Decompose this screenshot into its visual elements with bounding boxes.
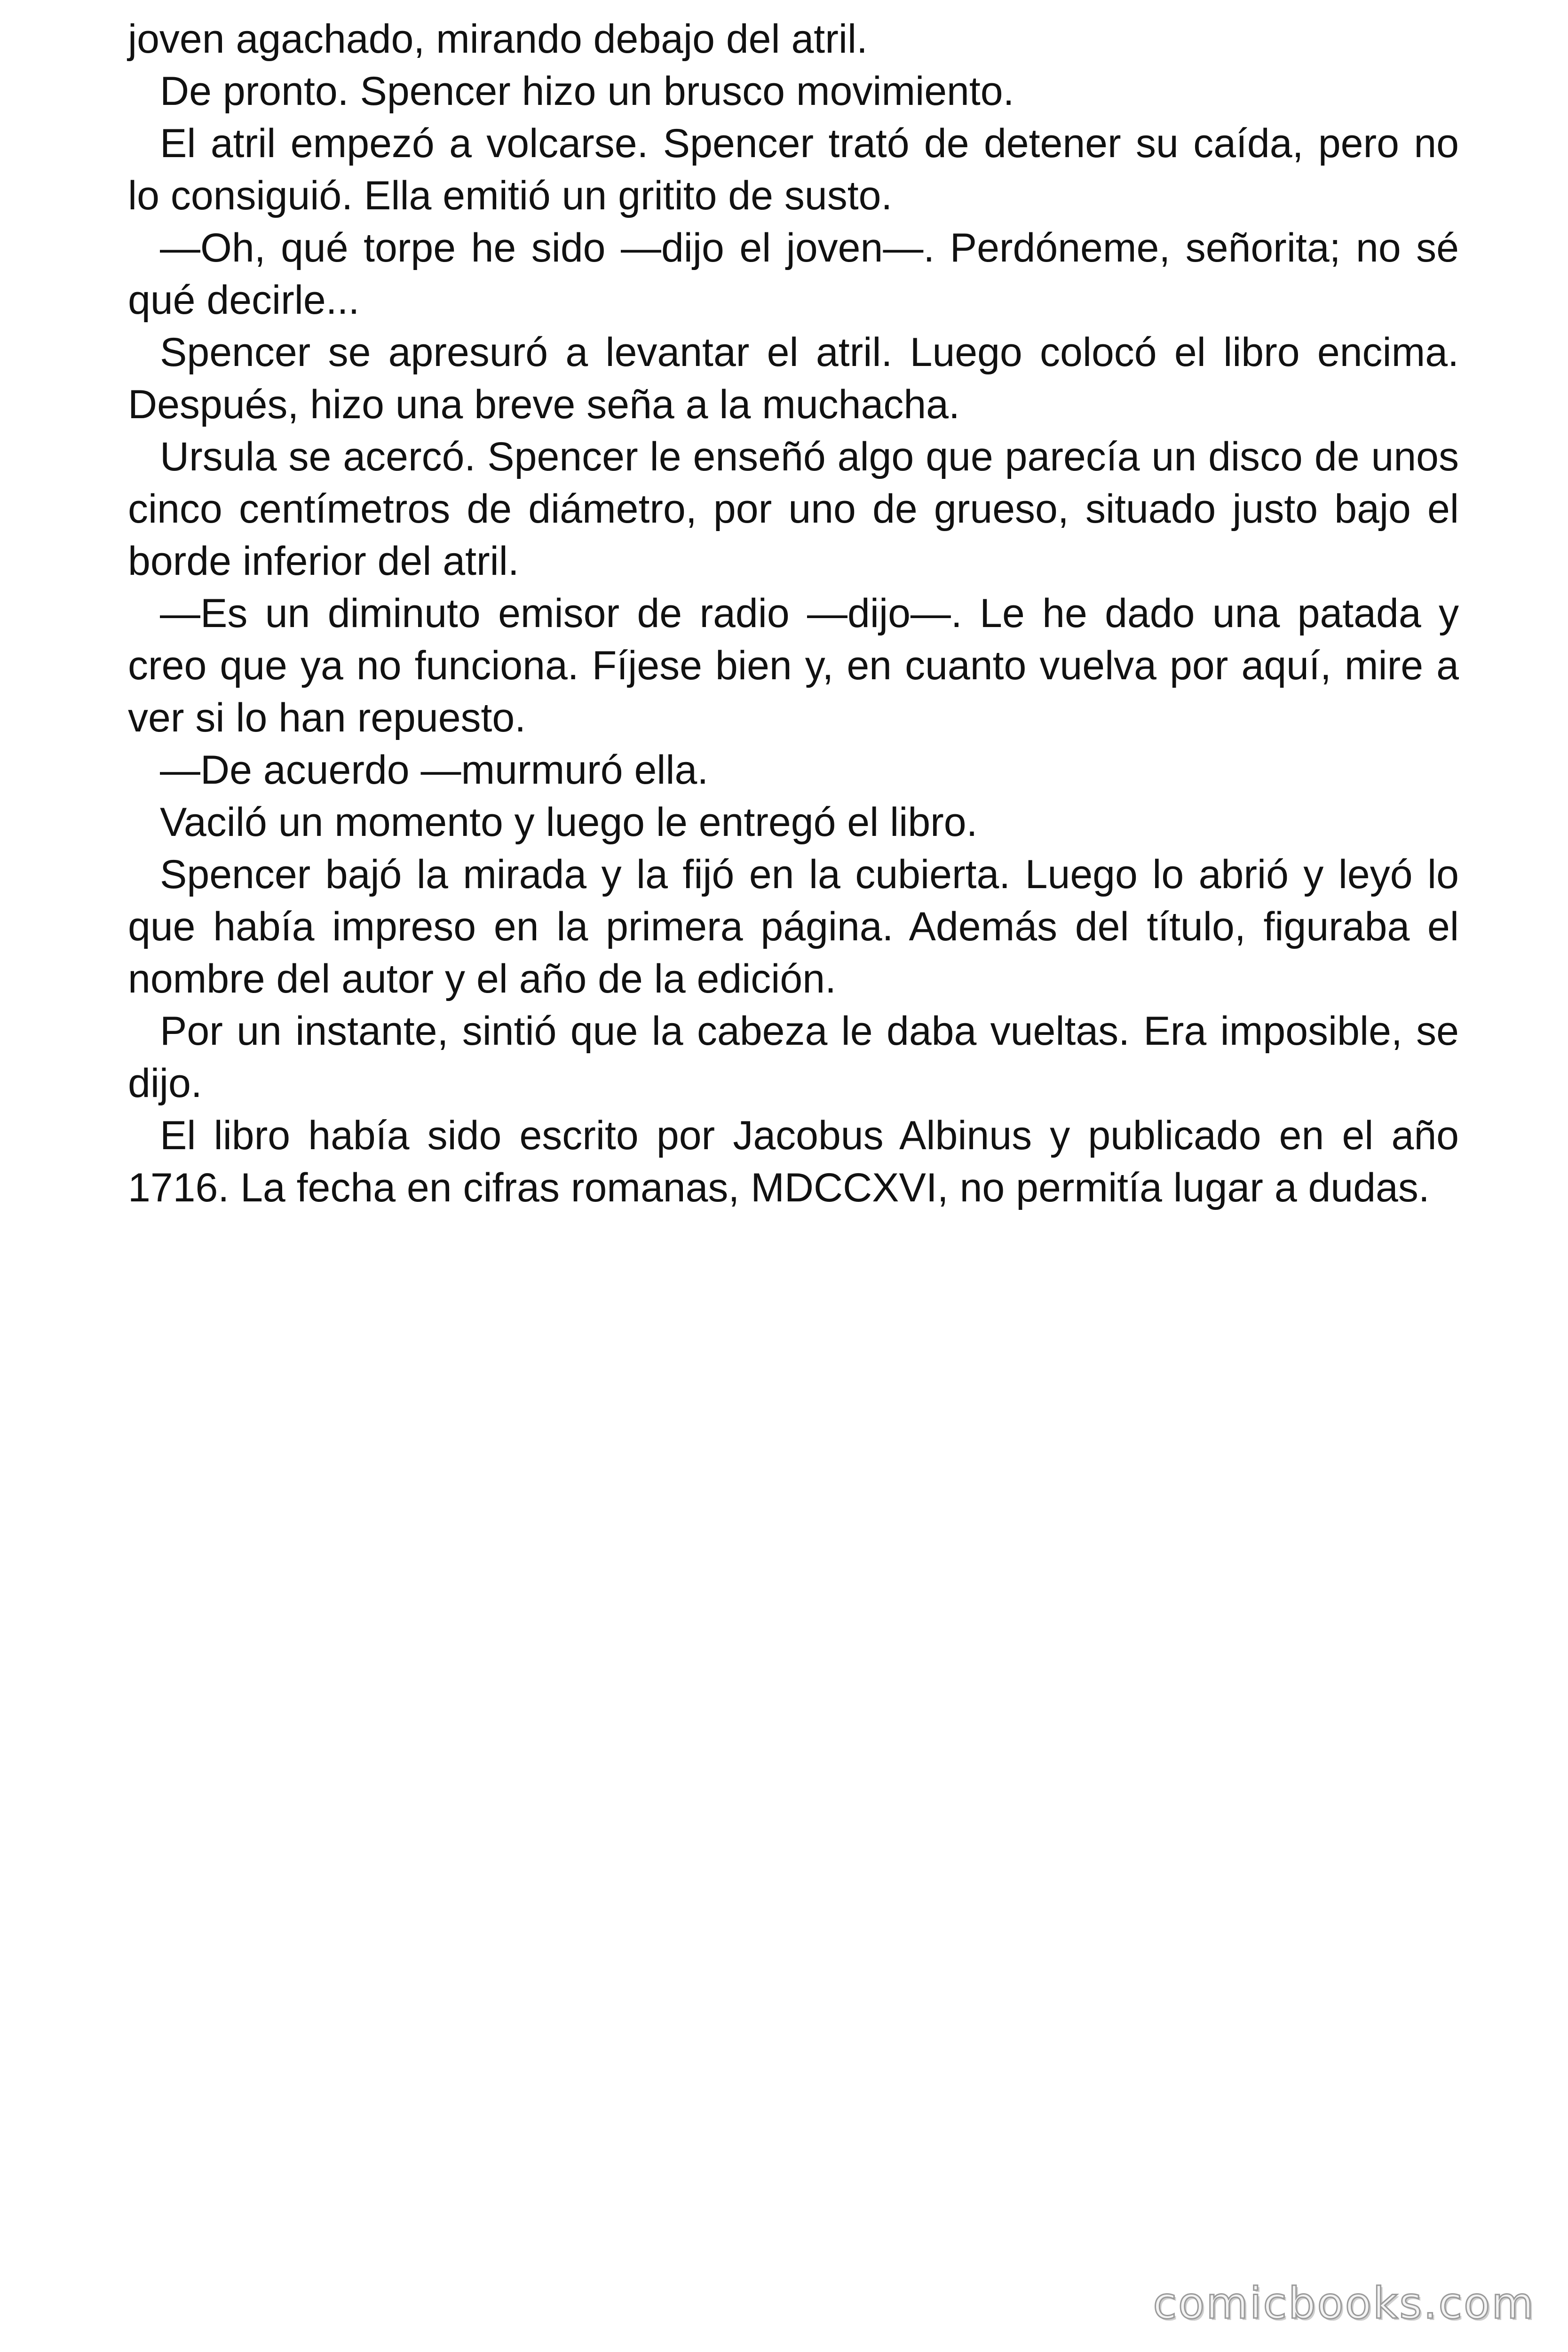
paragraph: El libro había sido escrito por Jacobus Albinus y publicado en el año 1716. La fecha en cifras romanas, MDCCXVI, no permitía lugar a dudas. (128, 1113, 1459, 1210)
paragraph: joven agachado, mirando debajo del atril. (128, 16, 868, 62)
paragraph: Por un instante, sintió que la cabeza le daba vueltas. Era imposible, se dijo. (128, 1009, 1459, 1106)
paragraph: —De acuerdo —murmuró ella. (160, 747, 709, 793)
paragraph: De pronto. Spencer hizo un brusco movimiento. (160, 69, 1014, 114)
paragraph: El atril empezó a volcarse. Spencer trató de detener su caída, pero no lo consiguió. Ella emitió un gritito de susto. (128, 121, 1459, 218)
paragraph: Spencer se apresuró a levantar el atril. Luego colocó el libro encima. Después, hizo una breve seña a la muchacha. (128, 330, 1459, 427)
watermark-logo: comicbooks.com (1153, 2278, 1535, 2328)
body-text (128, 13, 1459, 1214)
paragraph: Spencer bajó la mirada y la fijó en la cubierta. Luego lo abrió y leyó lo que había impreso en la primera página. Además del título, figuraba el nombre del autor y el año de la edición. (128, 852, 1459, 1001)
paragraph: —Oh, qué torpe he sido —dijo el joven—. Perdóneme, señorita; no sé qué decirle... (128, 225, 1459, 323)
paragraph: Vaciló un momento y luego le entregó el libro. (160, 800, 978, 845)
paragraph: Ursula se acercó. Spencer le enseñó algo que parecía un disco de unos cinco centímetros de diámetro, por uno de grueso, situado justo bajo el borde inferior del atril. (128, 434, 1459, 584)
paragraph: —Es un diminuto emisor de radio —dijo—. Le he dado una patada y creo que ya no funciona. Fíjese bien y, en cuanto vuelva por aquí, mire a ver si lo han repuesto. (128, 591, 1459, 740)
